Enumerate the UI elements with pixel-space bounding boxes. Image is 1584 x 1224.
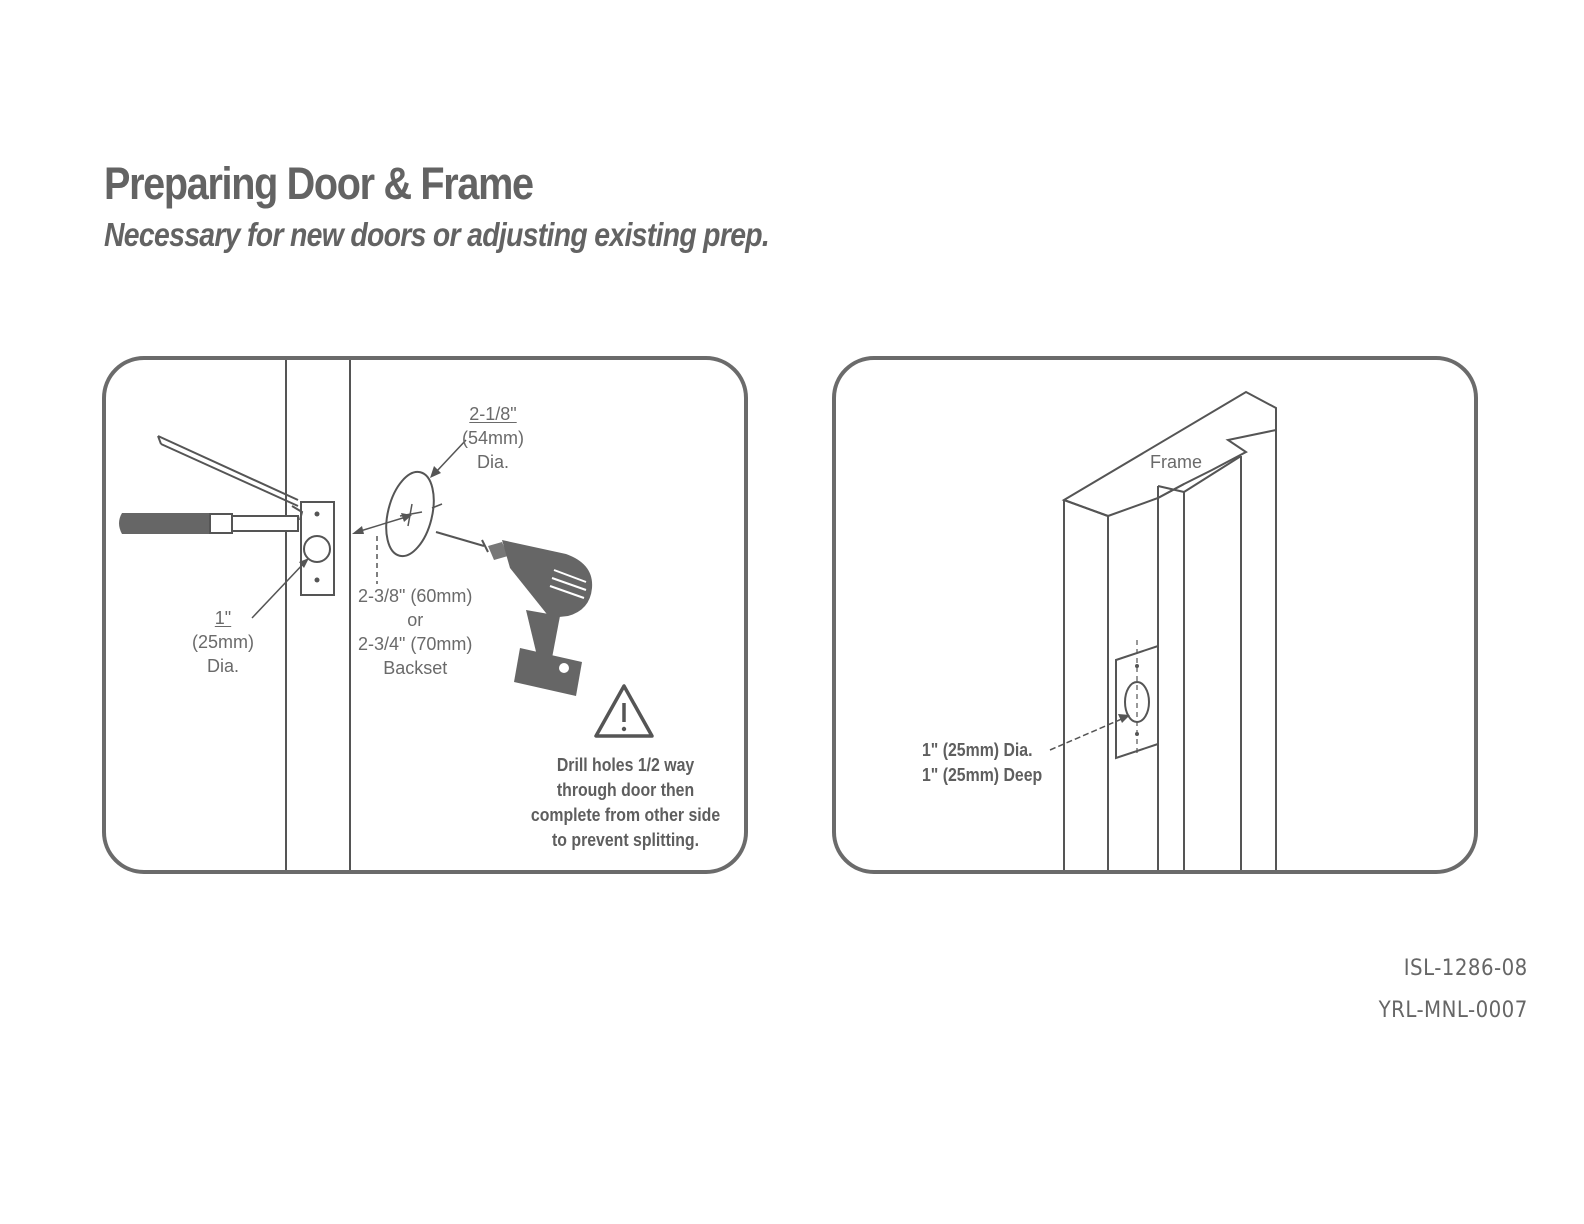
warning-icon — [596, 686, 652, 736]
frame-label: Frame — [1150, 452, 1203, 472]
latch-diameter-label: 1" (25mm) Dia. — [192, 608, 254, 676]
chisel-guide — [158, 436, 298, 506]
doc-code-yrl: YRL-MNL-0007 — [1378, 998, 1528, 1023]
hole-label: 1" (25mm) Dia. 1" (25mm) Deep — [922, 740, 1043, 785]
door-prep-panel — [102, 356, 748, 874]
page-subtitle: Necessary for new doors or adjusting existing prep. — [104, 216, 770, 253]
doc-code-isl: ISL-1286-08 — [1404, 956, 1528, 981]
hole-leader — [1050, 718, 1124, 750]
chisel-icon — [119, 506, 302, 534]
page-title: Preparing Door & Frame — [104, 158, 533, 209]
screw-hole-bottom — [315, 578, 320, 583]
warning-text: Drill holes 1/2 way through door then complete from other side to prevent splitting. — [530, 755, 721, 850]
frame-prep-panel — [832, 356, 1478, 874]
bore-diameter-label: 2-1/8" (54mm) Dia. — [462, 404, 524, 472]
latch-leader — [252, 562, 305, 618]
latch-hole — [304, 536, 330, 562]
screw-hole-top — [315, 512, 320, 517]
frame-prep-diagram — [836, 360, 1478, 874]
backset-label: 2-3/8" (60mm) or 2-3/4" (70mm) Backset — [358, 586, 473, 678]
